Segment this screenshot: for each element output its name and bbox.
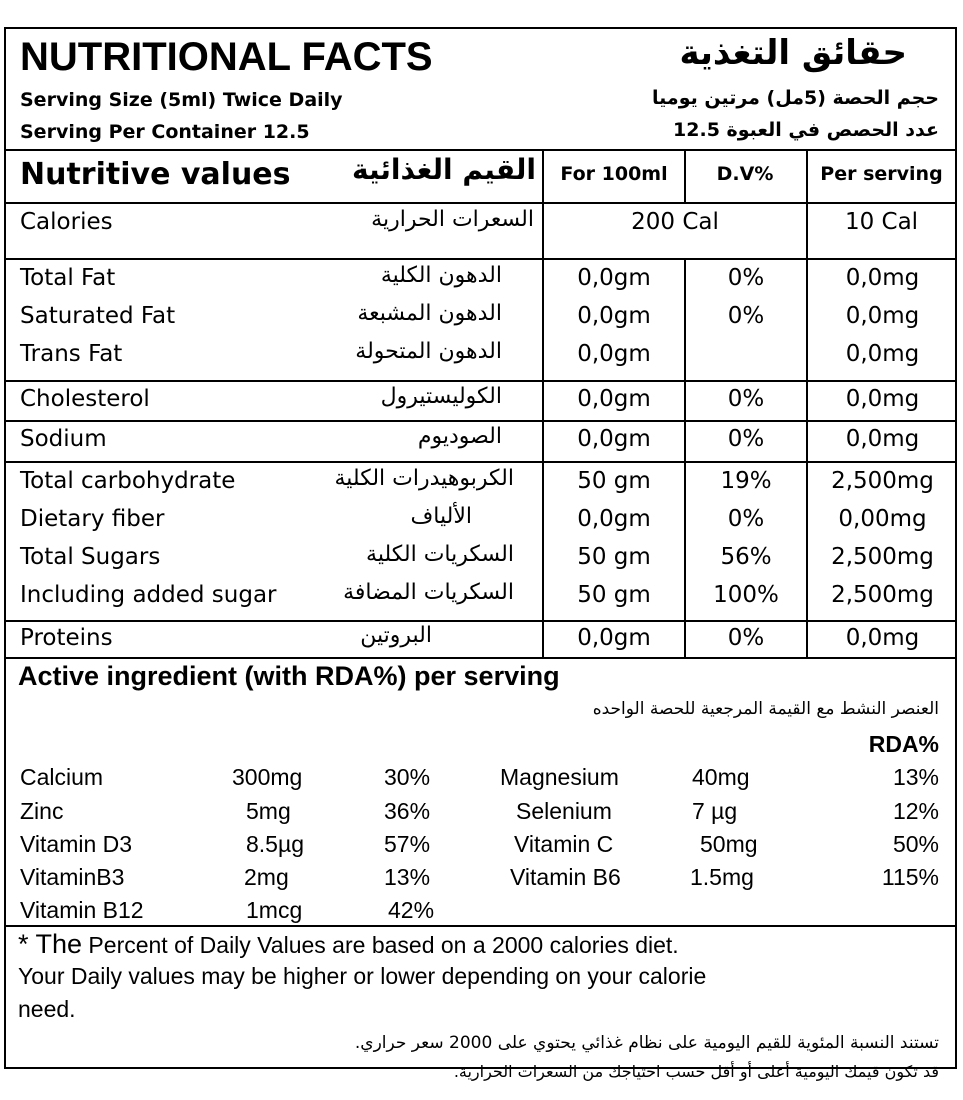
ingredient-calcium-amount: 300mg xyxy=(232,764,303,790)
footnote-line1-rest: Percent of Daily Values are based on a 2000 calories diet. xyxy=(82,932,679,958)
footnote-ar-line1: تستند النسبة المئوية للقيم اليومية على نظام غذائي يحتوي على 2000 سعر حراري. xyxy=(354,1033,939,1053)
footnote-ar-line2: قد تكون قيمك اليومية أعلى أو أقل حسب احتياجك من السعرات الحرارية. xyxy=(453,1062,939,1081)
serving-size-en: Serving Size (5ml) Twice Daily xyxy=(20,89,343,111)
row-trans-fat-en: Trans Fat xyxy=(20,341,123,367)
ingredient-magnesium-name: Magnesium xyxy=(500,764,619,790)
nutritive-values-heading-en: Nutritive values xyxy=(20,157,291,192)
row-total-fat-en: Total Fat xyxy=(20,265,116,291)
row-calories-per100: 200 Cal xyxy=(631,209,719,235)
ingredient-vitamin-b12-amount: 1mcg xyxy=(246,897,303,923)
row-saturated-fat-dv: 0% xyxy=(727,303,765,329)
row-added-sugar-per100: 50 gm xyxy=(577,582,651,608)
row-cholesterol-ar: الكوليستيرول xyxy=(380,384,502,409)
ingredient-vitamin-d3-amount: 8.5µg xyxy=(246,831,305,857)
ingredient-vitamin-b6-name: Vitamin B6 xyxy=(510,864,621,890)
nutritive-values-heading-ar: القيم الغذائية xyxy=(351,153,536,186)
row-total-fat-per100: 0,0gm xyxy=(577,265,651,291)
footnote-star-the: * The xyxy=(18,929,83,959)
ingredient-vitamin-c-name: Vitamin C xyxy=(514,831,614,857)
row-total-carbohydrate-serving: 2,500mg xyxy=(831,468,934,494)
title-ar: حقائق التغذية xyxy=(679,33,907,73)
row-total-sugars-per100: 50 gm xyxy=(577,544,651,570)
row-added-sugar-ar: السكريات المضافة xyxy=(343,580,514,605)
row-total-carbohydrate-per100: 50 gm xyxy=(577,468,651,494)
divider xyxy=(6,620,955,622)
row-sodium-serving: 0,0mg xyxy=(845,426,920,452)
row-dietary-fiber-en: Dietary fiber xyxy=(20,506,165,532)
column-line xyxy=(684,149,686,203)
row-saturated-fat-en: Saturated Fat xyxy=(20,303,176,329)
row-trans-fat-ar: الدهون المتحولة xyxy=(355,339,502,364)
row-sodium-dv: 0% xyxy=(727,426,765,452)
row-proteins-dv: 0% xyxy=(727,625,765,651)
divider xyxy=(6,925,955,927)
ingredient-vitamin-b3-name: VitaminB3 xyxy=(20,864,125,890)
row-saturated-fat-per100: 0,0gm xyxy=(577,303,651,329)
row-total-carbohydrate-dv: 19% xyxy=(720,468,772,494)
ingredient-calcium-name: Calcium xyxy=(20,764,104,790)
row-proteins-ar: البروتين xyxy=(360,623,432,648)
servings-per-container-ar: عدد الحصص في العبوة 12.5 xyxy=(673,119,939,141)
row-dietary-fiber-serving: 0,00mg xyxy=(838,506,927,532)
ingredient-zinc-rda: 36% xyxy=(384,798,431,824)
row-dietary-fiber-dv: 0% xyxy=(727,506,765,532)
col-header-100ml: For 100ml xyxy=(560,163,668,185)
divider xyxy=(6,461,955,463)
row-proteins-en: Proteins xyxy=(20,625,113,651)
ingredient-vitamin-b3-amount: 2mg xyxy=(244,864,289,890)
row-total-carbohydrate-en: Total carbohydrate xyxy=(20,468,236,494)
ingredient-calcium-rda: 30% xyxy=(384,764,431,790)
row-calories-ar: السعرات الحرارية xyxy=(371,207,534,232)
servings-per-container-en: Serving Per Container 12.5 xyxy=(20,121,310,143)
ingredient-magnesium-rda: 13% xyxy=(892,764,939,790)
row-saturated-fat-ar: الدهون المشبعة xyxy=(357,301,502,326)
row-cholesterol-en: Cholesterol xyxy=(20,386,150,412)
row-calories-serving: 10 Cal xyxy=(844,209,919,235)
title-en: NUTRITIONAL FACTS xyxy=(20,35,433,79)
row-added-sugar-dv: 100% xyxy=(713,582,779,608)
footnote-line3: need. xyxy=(18,996,76,1022)
row-sodium-ar: الصوديوم xyxy=(417,424,502,449)
ingredient-vitamin-c-rda: 50% xyxy=(892,831,939,857)
row-trans-fat-serving: 0,0mg xyxy=(845,341,920,367)
row-proteins-serving: 0,0mg xyxy=(845,625,920,651)
ingredient-vitamin-b6-amount: 1.5mg xyxy=(690,864,754,890)
row-added-sugar-serving: 2,500mg xyxy=(831,582,934,608)
footnote-line1 xyxy=(18,929,679,960)
row-proteins-per100: 0,0gm xyxy=(577,625,651,651)
row-total-sugars-dv: 56% xyxy=(720,544,772,570)
active-ingredient-title-ar: العنصر النشط مع القيمة المرجعية للحصة الواحده xyxy=(592,699,939,719)
ingredient-vitamin-b12-name: Vitamin B12 xyxy=(20,897,144,923)
row-sodium-en: Sodium xyxy=(20,426,107,452)
footnote-line2: Your Daily values may be higher or lower depending on your calorie xyxy=(18,963,707,989)
divider xyxy=(6,420,955,422)
row-total-sugars-en: Total Sugars xyxy=(20,544,161,570)
row-cholesterol-dv: 0% xyxy=(727,386,765,412)
ingredient-vitamin-b12-rda: 42% xyxy=(388,897,435,923)
divider xyxy=(6,258,955,260)
row-dietary-fiber-per100: 0,0gm xyxy=(577,506,651,532)
serving-size-ar: حجم الحصة (5مل) مرتين يوميا xyxy=(652,87,939,109)
ingredient-vitamin-d3-name: Vitamin D3 xyxy=(20,831,133,857)
divider xyxy=(6,202,955,204)
row-total-carbohydrate-ar: الكربوهيدرات الكلية xyxy=(334,466,514,491)
ingredient-vitamin-b3-rda: 13% xyxy=(384,864,431,890)
row-trans-fat-per100: 0,0gm xyxy=(577,341,651,367)
ingredient-vitamin-c-amount: 50mg xyxy=(700,831,758,857)
row-saturated-fat-serving: 0,0mg xyxy=(845,303,920,329)
ingredient-selenium-amount: 7 µg xyxy=(692,798,738,824)
row-added-sugar-en: Including added sugar xyxy=(20,582,277,608)
ingredient-vitamin-b6-rda: 115% xyxy=(881,864,939,890)
row-sodium-per100: 0,0gm xyxy=(577,426,651,452)
row-calories-en: Calories xyxy=(20,209,113,235)
row-dietary-fiber-ar: الألياف xyxy=(410,504,472,529)
ingredient-magnesium-amount: 40mg xyxy=(692,764,750,790)
col-header-dv: D.V% xyxy=(716,163,774,185)
nutrition-label xyxy=(4,27,957,1081)
active-ingredient-title-en: Active ingredient (with RDA%) per serving xyxy=(18,661,560,691)
col-header-per-serving: Per serving xyxy=(820,163,943,185)
divider xyxy=(6,380,955,382)
ingredient-vitamin-d3-rda: 57% xyxy=(384,831,431,857)
row-total-sugars-ar: السكريات الكلية xyxy=(366,542,514,567)
row-total-fat-dv: 0% xyxy=(727,265,765,291)
row-total-sugars-serving: 2,500mg xyxy=(831,544,934,570)
divider xyxy=(6,657,955,659)
divider xyxy=(6,149,955,151)
ingredient-selenium-name: Selenium xyxy=(516,798,612,824)
ingredient-zinc-amount: 5mg xyxy=(246,798,291,824)
row-cholesterol-serving: 0,0mg xyxy=(845,386,920,412)
rda-heading: RDA% xyxy=(868,731,939,757)
ingredient-zinc-name: Zinc xyxy=(20,798,64,824)
row-total-fat-ar: الدهون الكلية xyxy=(380,263,502,288)
ingredient-selenium-rda: 12% xyxy=(892,798,939,824)
row-total-fat-serving: 0,0mg xyxy=(845,265,920,291)
row-cholesterol-per100: 0,0gm xyxy=(577,386,651,412)
